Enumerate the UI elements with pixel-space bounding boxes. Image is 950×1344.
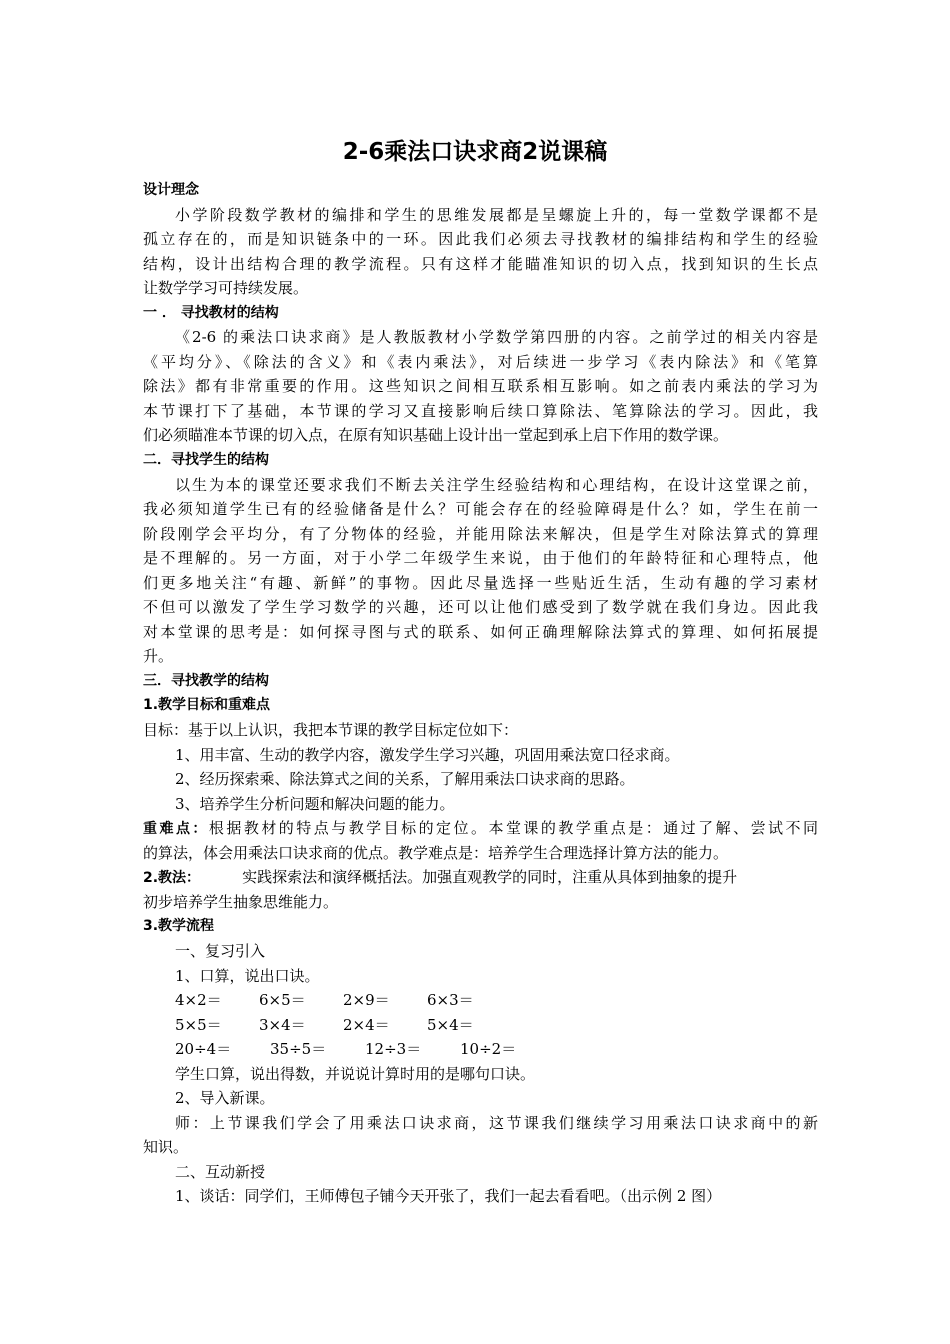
document-body xyxy=(143,178,818,1209)
paragraph-line: 本节课打下了基础，本节课的学习又直接影响后续口算除法、笔算除法的学习。因此，我 xyxy=(143,401,818,420)
paragraph-line: 的算法，体会用乘法口诀求商的优点。教学难点是：培养学生合理选择计算方法的能力。 xyxy=(143,843,729,862)
key-points-line xyxy=(143,816,818,841)
paragraph-line: 《2-6 的乘法口诀求商》是人教版教材小学数学第四册的内容。之前学过的相关内容是 xyxy=(175,328,818,347)
paragraph-line: 除法》都有非常重要的作用。这些知识之间相互联系相互影响。如之前表内乘法的学习为 xyxy=(143,377,818,396)
math-expression: 12÷3＝ xyxy=(365,1040,422,1059)
paragraph-line: 们必须瞄准本节课的切入点，在原有知识基础上设计出一堂起到承上启下作用的数学课。 xyxy=(143,426,729,445)
math-expression: 35÷5＝ xyxy=(270,1040,327,1059)
math-expression: 5×5＝ xyxy=(175,1015,222,1034)
step-intro-new: 2、导入新课。 xyxy=(175,1089,275,1108)
math-expression: 5×4＝ xyxy=(427,1015,474,1034)
teacher-line: 知识。 xyxy=(143,1138,189,1157)
paragraph-line: 对本堂课的思考是：如何探寻图与式的联系、如何正确理解除法算式的算理、如何拓展提 xyxy=(143,622,818,641)
paragraph-line: 孤立存在的，而是知识链条中的一环。因此我们必须去寻找教材的编排结构和学生的经验 xyxy=(143,230,818,249)
oral-note: 学生口算，说出得数，并说说计算时用的是哪句口诀。 xyxy=(175,1064,536,1083)
math-expression: 20÷4＝ xyxy=(175,1040,232,1059)
paragraph-line: 初步培养学生抽象思维能力。 xyxy=(143,892,339,911)
math-expression: 2×9＝ xyxy=(343,991,390,1010)
goal-item: 3、培养学生分析问题和解决问题的能力。 xyxy=(175,794,455,813)
goal-item: 2、经历探索乘、除法算式之间的关系，了解用乘法口诀求商的思路。 xyxy=(175,770,635,789)
paragraph-line: 《平均分》、《除法的含义》和《表内乘法》，对后续进一步学习《表内除法》和《笔算 xyxy=(143,352,818,371)
paragraph-line: 小学阶段数学教材的编排和学生的思维发展都是呈螺旋上升的，每一堂数学课都不是 xyxy=(175,205,818,224)
step-heading-interactive: 二、互动新授 xyxy=(175,1162,266,1181)
math-row xyxy=(143,1037,818,1062)
method-line xyxy=(143,865,818,890)
math-expression: 4×2＝ xyxy=(175,991,222,1010)
paragraph-line: 是不理解的。另一方面，对于小学二年级学生来说，由于他们的年龄特征和心理特点，他 xyxy=(143,549,818,568)
paragraph-line: 让数学学习可持续发展。 xyxy=(143,279,309,298)
subheading-flow: 3.教学流程 xyxy=(143,918,215,935)
step-heading-review: 一、复习引入 xyxy=(175,941,266,960)
goal-intro: 目标：基于以上认识，我把本节课的教学目标定位如下： xyxy=(143,721,519,740)
math-expression: 10÷2＝ xyxy=(460,1040,517,1059)
paragraph-line: 升。 xyxy=(143,647,174,666)
method-text: 实践探索法和演绎概括法。加强直观教学的同时，注重从具体到抽象的提升 xyxy=(242,868,738,887)
paragraph-line: 以生为本的课堂还要求我们不断去关注学生经验结构和心理结构，在设计这堂课之前， xyxy=(175,475,818,494)
section-heading-1: 一 ． 寻找教材的结构 xyxy=(143,304,279,321)
section-heading-3: 三．寻找教学的结构 xyxy=(143,672,269,689)
paragraph-line: 不但可以激发了学生学习数学的兴趣，还可以让他们感受到了数学就在我们身边。因此我 xyxy=(143,598,818,617)
paragraph-line: 结构，设计出结构合理的教学流程。只有这样才能瞄准知识的切入点，找到知识的生长点 xyxy=(143,254,818,273)
math-expression: 6×5＝ xyxy=(259,991,306,1010)
paragraph-line: 们更多地关注“有趣、新鲜”的事物。因此尽量选择一些贴近生活，生动有趣的学习素材 xyxy=(143,573,818,592)
subheading-goals: 1.教学目标和重难点 xyxy=(143,697,271,714)
key-points-text: 根据教材的特点与教学目标的定位。本堂课的教学重点是：通过了解、尝试不同 xyxy=(208,819,818,838)
goal-item: 1、用丰富、生动的教学内容，激发学生学习兴趣，巩固用乘法宽口径求商。 xyxy=(175,745,680,764)
section-heading-design: 设计理念 xyxy=(143,182,199,198)
paragraph-line: 我必须知道学生已有的经验储备是什么？可能会存在的经验障碍是什么？如，学生在前一 xyxy=(143,500,818,519)
step-talk: 1、谈话：同学们，王师傅包子铺今天开张了，我们一起去看看吧。（出示例 2 图） xyxy=(175,1187,722,1206)
math-row xyxy=(143,988,818,1013)
step-oral: 1、口算，说出口诀。 xyxy=(175,966,320,985)
math-row xyxy=(143,1013,818,1038)
section-heading-2: 二．寻找学生的结构 xyxy=(143,452,269,469)
teacher-line: 师：上节课我们学会了用乘法口诀求商，这节课我们继续学习用乘法口诀求商中的新 xyxy=(175,1113,818,1132)
math-expression: 6×3＝ xyxy=(427,991,474,1010)
paragraph-line: 阶段刚学会平均分，有了分物体的经验，并能用除法来解决，但是学生对除法算式的算理 xyxy=(143,524,818,543)
method-label: 2.教法： xyxy=(143,870,201,887)
math-expression: 2×4＝ xyxy=(343,1015,390,1034)
document-title: 2-6乘法口诀求商2说课稿 xyxy=(342,139,608,165)
math-expression: 3×4＝ xyxy=(259,1015,306,1034)
key-points-label: 重难点： xyxy=(143,821,209,838)
